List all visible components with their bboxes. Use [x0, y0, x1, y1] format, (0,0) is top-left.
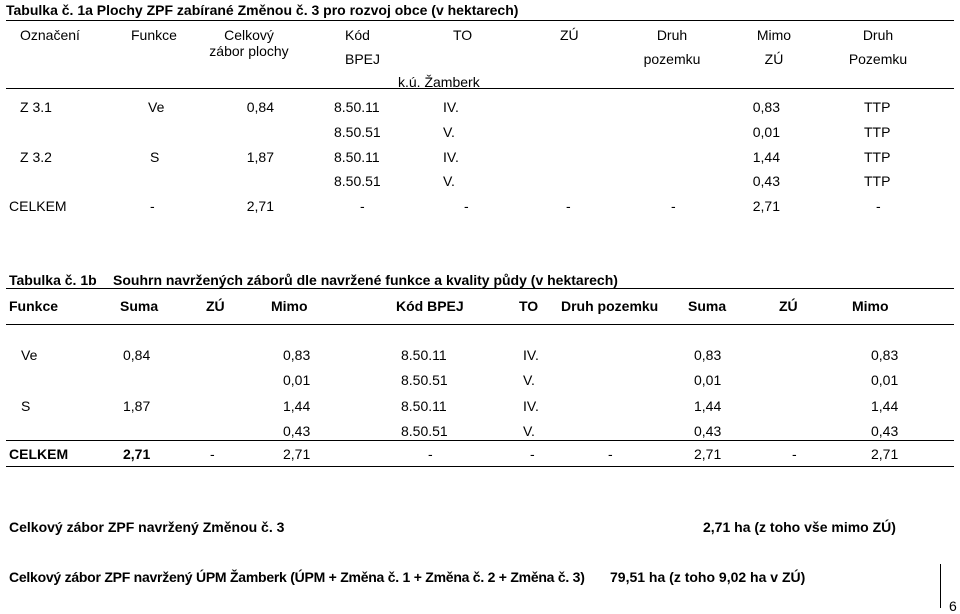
cell-druh: TTP — [864, 149, 891, 165]
cell-funkce: Ve — [21, 347, 38, 363]
cell-mimo: 0,43 — [283, 423, 311, 439]
cell-suma-2: 2,71 — [694, 446, 722, 462]
table-1a-top-border — [6, 20, 954, 21]
cell-to: IV. — [523, 347, 539, 363]
cell-druh: - — [671, 198, 676, 214]
cell-mimo: 0,01 — [752, 124, 780, 140]
cell-to: V. — [523, 372, 535, 388]
cell-suma-2: 0,01 — [694, 372, 722, 388]
header-mimo-2: Mimo — [852, 298, 889, 314]
header-to: TO — [519, 298, 539, 314]
header-kod: Kód — [345, 27, 370, 43]
cell-suma: 1,87 — [123, 398, 151, 414]
cell-to: V. — [523, 423, 535, 439]
header-suma-2: Suma — [688, 298, 727, 314]
cell-to: - — [464, 198, 469, 214]
cell-druh: - — [608, 446, 613, 462]
cell-suma-2: 1,44 — [694, 398, 722, 414]
table-1b-title-label: Tabulka č. 1b — [9, 272, 97, 288]
table-1b-header-border — [6, 324, 954, 325]
cell-oznaceni: Z 3.2 — [20, 149, 52, 165]
cell-mimo-2: 0,43 — [871, 423, 899, 439]
cell-zu: - — [210, 446, 215, 462]
cell-suma-2: 0,83 — [694, 347, 722, 363]
table-1b-top-border — [6, 288, 954, 289]
cell-mimo: 0,83 — [752, 99, 780, 115]
cell-kod: 8.50.11 — [401, 347, 447, 363]
header-mimo-zu: ZÚ — [764, 51, 784, 67]
cell-kod: 8.50.11 — [401, 398, 447, 414]
cell-funkce: S — [21, 398, 31, 414]
table-1b-title: Souhrn navržených záborů dle navržené funkce a kvality půdy (v hektarech) — [113, 272, 618, 288]
cadastral-area: k.ú. Žamberk — [398, 74, 480, 90]
header-zabor-plochy: zábor plochy — [209, 43, 289, 59]
cell-total-label: CELKEM — [9, 198, 67, 214]
cell-kod: 8.50.11 — [334, 99, 380, 115]
cell-to: IV. — [523, 398, 539, 414]
cell-funkce: Ve — [148, 99, 165, 115]
summary-line-1-value: 2,71 ha (z toho vše mimo ZÚ) — [703, 519, 896, 535]
cell-celkovy: 0,84 — [246, 99, 274, 115]
header-funkce: Funkce — [9, 298, 59, 314]
cell-kod: 8.50.11 — [334, 149, 380, 165]
cell-celkovy: 2,71 — [246, 198, 274, 214]
header-druh: Druh — [656, 27, 688, 43]
cell-to: V. — [443, 124, 455, 140]
header-to: TO — [453, 27, 473, 43]
header-druh-2: Druh — [862, 27, 894, 43]
table-1b-total-top-border — [6, 440, 954, 441]
header-druh-pozemku: Pozemku — [848, 51, 908, 67]
header-pozemku: pozemku — [643, 51, 701, 67]
cell-zu-2: - — [792, 446, 797, 462]
cell-mimo-2: 1,44 — [871, 398, 899, 414]
cell-oznaceni: Z 3.1 — [20, 99, 52, 115]
cell-druh: TTP — [864, 173, 891, 189]
header-kod-bpej: Kód BPEJ — [396, 298, 464, 314]
cell-mimo: 0,83 — [283, 347, 311, 363]
cell-funkce: S — [150, 149, 160, 165]
cell-kod: 8.50.51 — [334, 173, 381, 189]
header-zu: ZÚ — [560, 27, 579, 43]
cell-suma: 2,71 — [123, 446, 151, 462]
table-1a-title: Tabulka č. 1a Plochy ZPF zabírané Změnou č. 3 pro rozvoj obce (v hektarech) — [6, 2, 519, 18]
cell-mimo: 1,44 — [283, 398, 311, 414]
cell-druh-pozemku: - — [876, 198, 881, 214]
cell-kod: 8.50.51 — [401, 423, 448, 439]
cell-suma-2: 0,43 — [694, 423, 722, 439]
page-number: 6 — [949, 598, 957, 614]
page-margin-line — [940, 564, 941, 608]
summary-line-2-label: Celkový zábor ZPF navržený ÚPM Žamberk (ÚPM + Změna č. 1 + Změna č. 2 + Změna č. 3) — [9, 569, 585, 585]
cell-to: - — [530, 446, 535, 462]
header-druh-pozemku: Druh pozemku — [561, 298, 659, 314]
cell-to: IV. — [443, 149, 459, 165]
summary-line-1-label: Celkový zábor ZPF navržený Změnou č. 3 — [9, 519, 285, 535]
cell-druh: TTP — [864, 99, 891, 115]
header-oznaceni: Označení — [20, 27, 80, 43]
cell-mimo: 0,43 — [752, 173, 780, 189]
header-bpej: BPEJ — [345, 51, 381, 67]
cell-kod: 8.50.51 — [334, 124, 381, 140]
cell-zu: - — [566, 198, 571, 214]
table-1a-header-border — [6, 88, 954, 89]
cell-mimo: 1,44 — [752, 149, 780, 165]
cell-total-label: CELKEM — [9, 446, 69, 462]
cell-to: IV. — [443, 99, 459, 115]
cell-druh: TTP — [864, 124, 891, 140]
header-zu: ZÚ — [206, 298, 225, 314]
cell-to: V. — [443, 173, 455, 189]
table-1b-bottom-border — [6, 466, 954, 467]
header-celkovy: Celkový — [224, 27, 274, 43]
header-mimo: Mimo — [756, 27, 792, 43]
cell-mimo-2: 2,71 — [871, 446, 899, 462]
cell-mimo: 2,71 — [283, 446, 311, 462]
cell-mimo-2: 0,83 — [871, 347, 899, 363]
cell-mimo: 2,71 — [752, 198, 780, 214]
cell-mimo: 0,01 — [283, 372, 311, 388]
cell-celkovy: 1,87 — [246, 149, 274, 165]
summary-line-2-value: 79,51 ha (z toho 9,02 ha v ZÚ) — [610, 569, 806, 585]
cell-suma: 0,84 — [123, 347, 151, 363]
cell-kod: - — [428, 446, 433, 462]
cell-kod: - — [360, 198, 365, 214]
cell-funkce: - — [150, 198, 155, 214]
cell-mimo-2: 0,01 — [871, 372, 899, 388]
header-funkce: Funkce — [131, 27, 177, 43]
header-zu-2: ZÚ — [779, 298, 798, 314]
header-mimo: Mimo — [271, 298, 308, 314]
cell-kod: 8.50.51 — [401, 372, 448, 388]
header-suma: Suma — [120, 298, 159, 314]
